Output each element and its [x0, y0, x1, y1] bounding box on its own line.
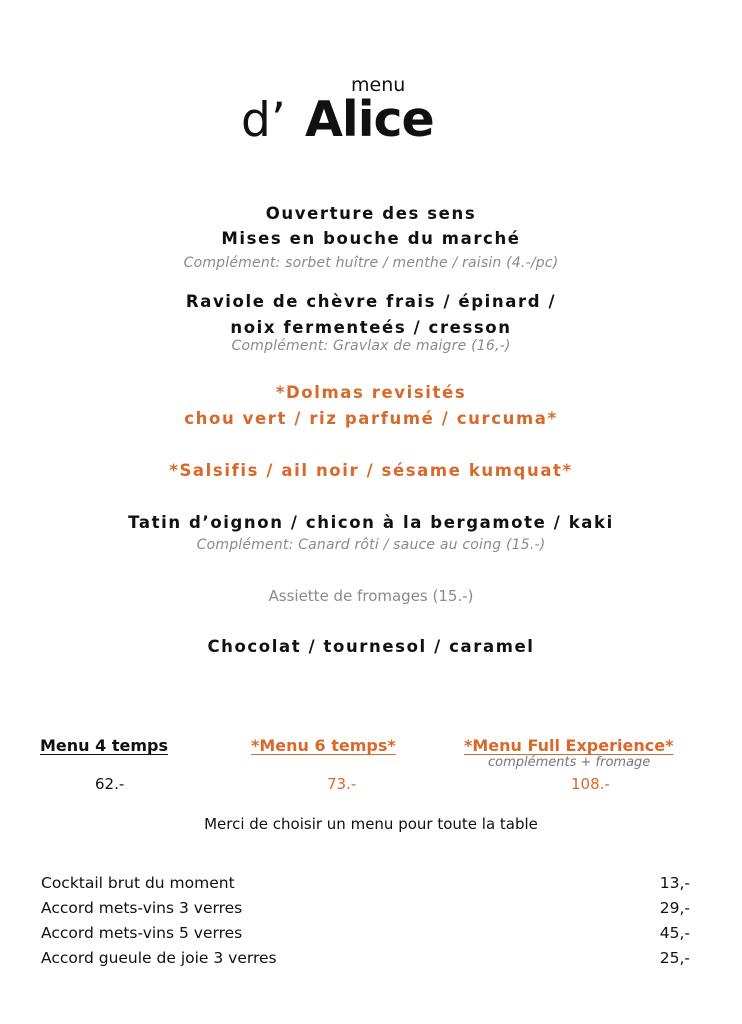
drink-label: Accord mets-vins 5 verres [41, 924, 243, 942]
drink-label: Accord mets-vins 3 verres [41, 899, 243, 917]
course-3-title: *Dolmas revisités [275, 383, 467, 402]
formula-4-temps-price: 62.- [95, 775, 125, 793]
formula-4-temps-label: Menu 4 temps [40, 736, 168, 755]
course-1-title: Ouverture des sens [265, 204, 477, 223]
cheese-option: Assiette de fromages (15.-) [268, 587, 474, 605]
drink-price: 13,- [659, 874, 690, 892]
drink-price: 45,- [659, 924, 690, 942]
course-3-subtitle: chou vert / riz parfumé / curcuma* [184, 409, 558, 428]
formula-6-temps-label: *Menu 6 temps* [251, 736, 396, 755]
course-2-title: Raviole de chèvre frais / épinard / [185, 292, 557, 311]
course-4-title: *Salsifis / ail noir / sésame kumquat* [169, 461, 573, 480]
course-5-complement: Complément: Canard rôti / sauce au coing (15.-) [196, 537, 546, 553]
drink-price: 25,- [659, 949, 690, 967]
logo-prefix: d’ [241, 93, 286, 148]
formula-full-experience-label: *Menu Full Experience* [464, 736, 674, 755]
course-2-complement: Complément: Gravlax de maigre (16,-) [231, 338, 511, 354]
logo-name: Alice [305, 91, 434, 148]
drink-label: Accord gueule de joie 3 verres [41, 949, 277, 967]
logo-menu-word: menu [351, 74, 406, 96]
drink-price: 29,- [659, 899, 690, 917]
course-1-subtitle: Mises en bouche du marché [221, 229, 521, 248]
course-1-complement: Complément: sorbet huître / menthe / raisin (4.-/pc) [183, 255, 559, 271]
formula-full-experience-price: 108.- [571, 775, 610, 793]
course-2-subtitle: noix fermenteés / cresson [230, 318, 512, 337]
formula-full-experience-note: compléments + fromage [488, 755, 651, 770]
course-5-title: Tatin d’oignon / chicon à la bergamote / kaki [128, 513, 614, 532]
table-menu-note: Merci de choisir un menu pour toute la table [204, 815, 538, 833]
formula-6-temps-price: 73.- [327, 775, 357, 793]
drink-label: Cocktail brut du moment [41, 874, 235, 892]
dessert-title: Chocolat / tournesol / caramel [207, 637, 535, 656]
